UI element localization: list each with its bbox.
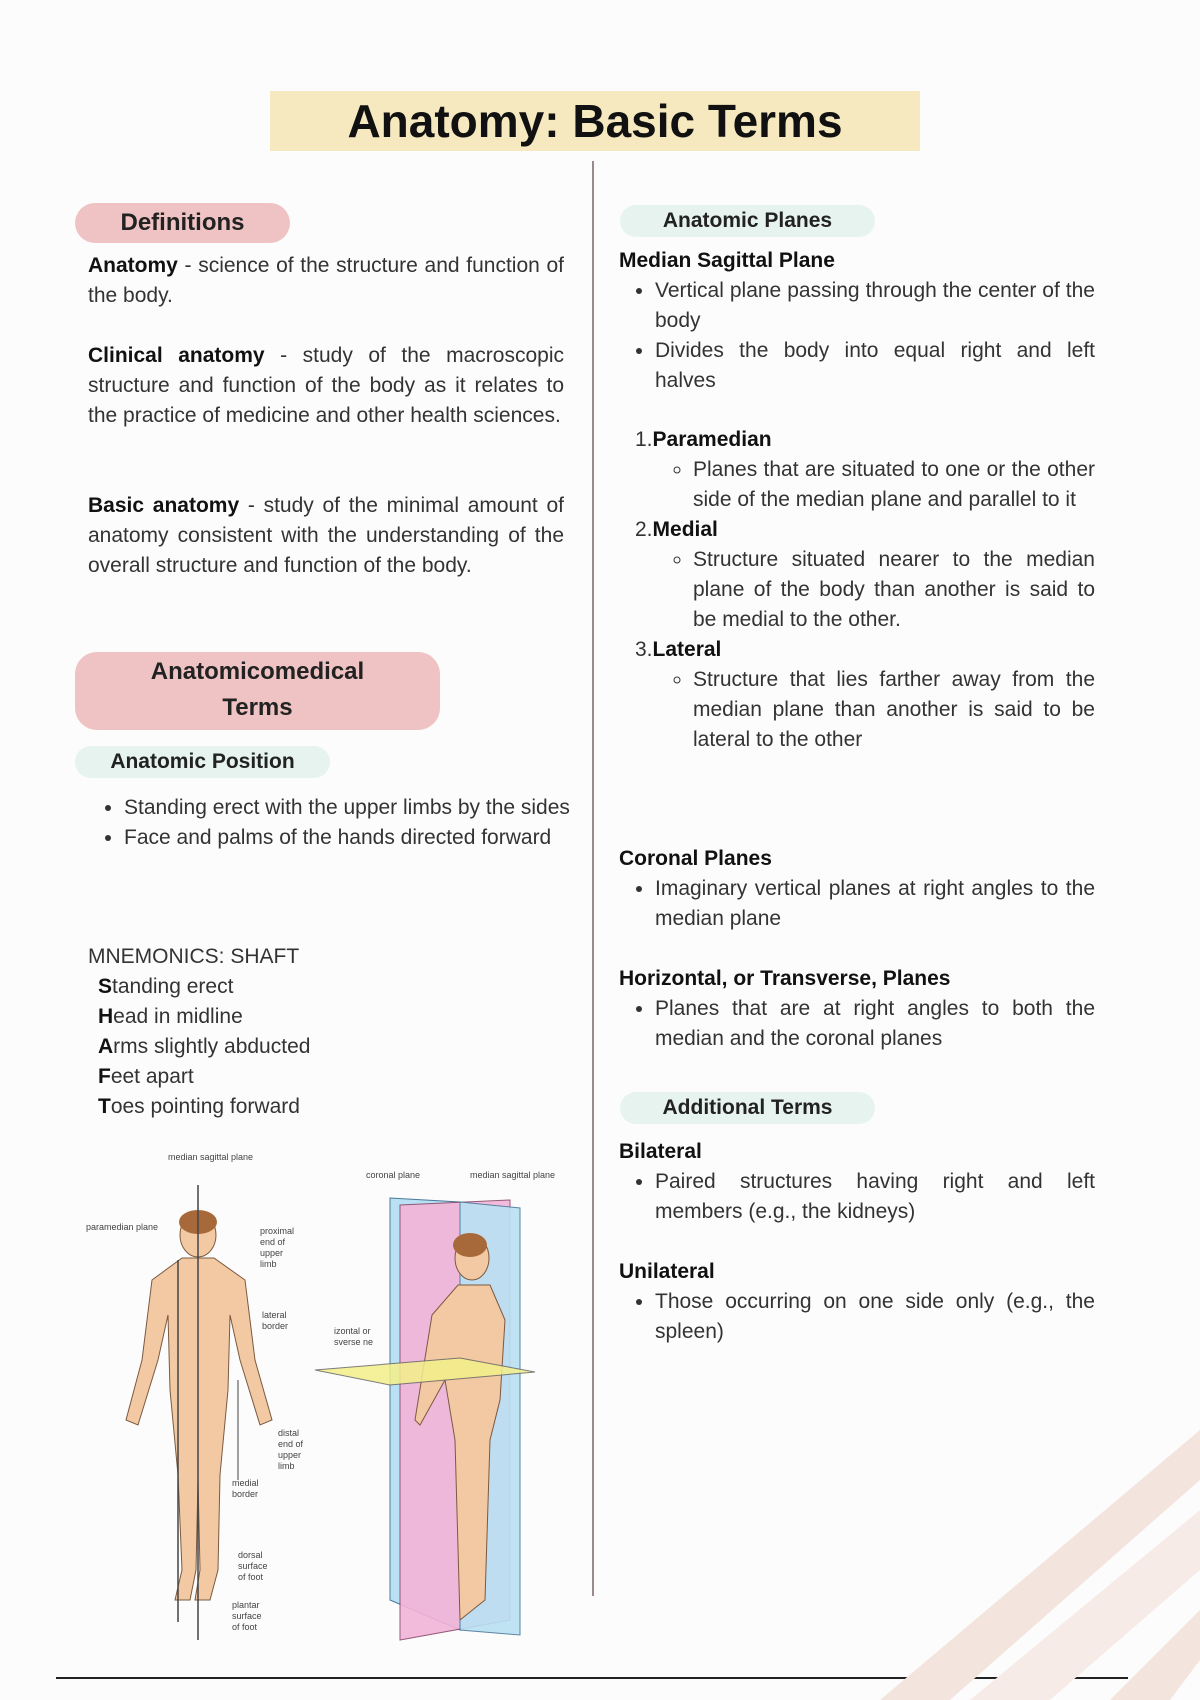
list-item: • Imaginary vertical planes at right angles to the median plane [655, 874, 1095, 934]
anatomicomedical-header-text: Anatomicomedical Terms [150, 658, 365, 721]
term-paramedian: 1.Paramedian [635, 428, 772, 451]
decorative-brush-strokes [820, 1420, 1200, 1700]
horizontal-title: Horizontal, or Transverse, Planes [619, 967, 951, 990]
list-item: • Standing erect with the upper limbs by the sides [124, 793, 600, 823]
position-bullets [88, 793, 600, 853]
definitions-header: Definitions [75, 203, 290, 243]
coronal-title: Coronal Planes [619, 847, 772, 870]
label-distal-end: distal end of upper limb [278, 1428, 304, 1471]
label-proximal-end: proximal end of upper limb [260, 1226, 295, 1269]
list-item: ◦ Planes that are situated to one or the other side of the median plane and parallel to it [693, 455, 1095, 515]
label-horizontal-plane: izontal or sverse ne [334, 1326, 374, 1347]
horizontal-section [619, 964, 1095, 1054]
list-item: • Planes that are at right angles to both the median and the coronal planes [655, 994, 1095, 1054]
definition-anatomy: Anatomy - science of the structure and function of the body. [88, 254, 564, 307]
median-sagittal-title: Median Sagittal Plane [619, 249, 835, 272]
list-item: • Those occurring on one side only (e.g., the spleen) [655, 1287, 1095, 1347]
mnemonics [88, 942, 564, 1122]
mnemonic-item: Standing erect [98, 975, 234, 998]
label-medial-border: medial border [232, 1478, 259, 1499]
additional-terms-header: Additional Terms [620, 1092, 875, 1124]
term-lateral: 3.Lateral [635, 638, 722, 661]
mnemonic-item: Head in midline [98, 1005, 243, 1028]
anatomic-position-illustration [60, 1140, 590, 1660]
list-item: • Divides the body into equal right and left halves [655, 336, 1095, 396]
mnemonic-item: Arms slightly abducted [98, 1035, 311, 1058]
coronal-section [619, 844, 1095, 934]
median-sagittal-section [619, 246, 1095, 396]
mnemonic-item: Feet apart [98, 1065, 194, 1088]
label-plantar-surface: plantar surface of foot [232, 1600, 262, 1632]
label-dorsal-surface: dorsal surface of foot [238, 1550, 268, 1582]
anatomic-planes-header: Anatomic Planes [620, 205, 875, 237]
numbered-terms [619, 425, 1095, 755]
bilateral-section [619, 1137, 1095, 1227]
list-item: • Face and palms of the hands directed forward [124, 823, 600, 853]
definition-basic-anatomy: Basic anatomy - study of the minimal amount of anatomy consistent with the understanding of the overall structure and function of the body. [88, 494, 564, 577]
term-medial: 2.Medial [635, 518, 718, 541]
label-median-sagittal-plane: median sagittal plane [168, 1152, 254, 1162]
mnemonics-title: MNEMONICS: SHAFT [88, 945, 300, 968]
label-median-sagittal-plane-2: median sagittal plane [470, 1170, 556, 1180]
list-item: ◦ Structure that lies farther away from the median plane than another is said to be lateral to the other [693, 665, 1095, 755]
anatomy-figure [60, 1140, 590, 1660]
list-item: • Paired structures having right and left members (e.g., the kidneys) [655, 1167, 1095, 1227]
list-item: • Vertical plane passing through the center of the body [655, 276, 1095, 336]
unilateral-section [619, 1257, 1095, 1347]
page-title: Anatomy: Basic Terms [270, 91, 920, 151]
label-coronal-plane: coronal plane [366, 1170, 421, 1180]
label-lateral-border: lateral border [262, 1310, 289, 1331]
label-paramedian-plane: paramedian plane [86, 1222, 159, 1232]
bilateral-title: Bilateral [619, 1140, 702, 1163]
mnemonic-item: Toes pointing forward [98, 1095, 300, 1118]
list-item: ◦ Structure situated nearer to the median plane of the body than another is said to be medial to the other. [693, 545, 1095, 635]
anatomicomedical-header [75, 652, 440, 730]
definition-clinical-anatomy: Clinical anatomy - study of the macroscopic structure and function of the body as it relates to the practice of medicine and other health sciences. [88, 344, 564, 427]
anatomic-position-header: Anatomic Position [75, 746, 330, 778]
column-divider [592, 161, 594, 1596]
unilateral-title: Unilateral [619, 1260, 715, 1283]
